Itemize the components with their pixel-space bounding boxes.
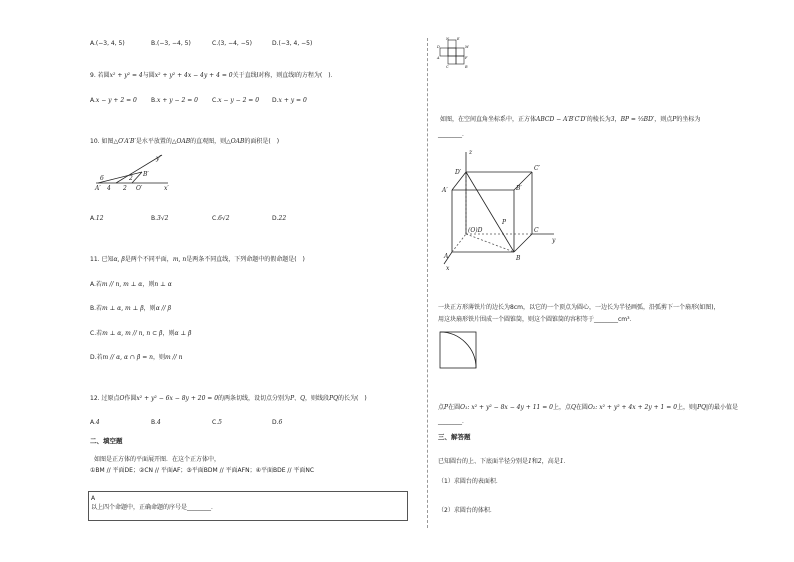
cube-edge-b-c xyxy=(514,234,532,252)
cube-label-x: x xyxy=(446,265,450,272)
q10-text-d: 的面积是( ) xyxy=(244,138,280,145)
q16-math-4: O₂: x² + y² + 4x + 2y + 1 = 0 xyxy=(587,404,678,411)
q12-option-b xyxy=(151,419,161,427)
q10-label-4: 4 xyxy=(107,185,111,192)
q9-stem xyxy=(90,72,337,80)
q12-option-a xyxy=(90,419,100,427)
q10-option-c-label: C. xyxy=(212,215,219,222)
q12-text-f: 的长为( ) xyxy=(338,395,367,402)
q12-option-d xyxy=(272,419,282,427)
q15-sector-figure xyxy=(440,332,480,368)
net-label-b: B xyxy=(465,65,468,69)
q17-math-3: 1 xyxy=(559,458,564,465)
q10-text-c: 的直观图，则 xyxy=(190,138,227,145)
net-square-center xyxy=(448,48,456,56)
q13-line-1: 如图是正方体的平面展开图．在这个正方体中， xyxy=(94,456,221,463)
cube-diagonal-dp-b xyxy=(466,172,514,252)
q10-option-b-label: B. xyxy=(151,215,158,222)
q14-blank: ________． xyxy=(438,131,469,138)
q10-label-a: A′ xyxy=(95,185,101,192)
q16-blank: ________． xyxy=(438,418,469,425)
q9-option-c-math: x − y − 2 = 0 xyxy=(218,97,260,104)
q11-b-mid: ，则 xyxy=(143,305,156,312)
q11-b-pre: B.若 xyxy=(90,305,103,312)
sector-square xyxy=(440,332,476,368)
q12-math-2: x² + y² − 6x − 8y + 20 = 0 xyxy=(136,395,219,402)
q17-math-2: 2 xyxy=(537,458,542,465)
q17-text-b: 和 xyxy=(531,458,538,465)
q13-line-2: ①BM // 平面DE；②CN // 平面AF；③平面BDM // 平面AFN；④平面BDE // 平面NC xyxy=(90,467,315,474)
q12-option-c-math: 5 xyxy=(218,419,222,426)
q16-text-a: 点 xyxy=(438,404,445,411)
q11-option-b xyxy=(90,305,171,313)
cube-label-a: A xyxy=(444,253,449,260)
q12-math-4: Q xyxy=(300,395,306,402)
q10-label-y: y′ xyxy=(156,155,161,162)
q13-box-label: A xyxy=(91,495,96,502)
q9-option-b-math: x + y − 2 = 0 xyxy=(157,97,198,104)
net-label-m: M xyxy=(465,45,469,49)
cube-label-b: B xyxy=(516,255,521,262)
q10-option-c-math: 6√2 xyxy=(218,215,230,222)
q12-text-c: 的两条切线，设切点分别为 xyxy=(218,395,291,402)
q11-d-math: m // α, α ∩ β = n xyxy=(102,354,154,361)
q12-math-3: P xyxy=(290,395,295,402)
q14-text-c: ， xyxy=(614,116,621,123)
q14-math-4: P xyxy=(672,116,677,123)
q16-math-3: Q xyxy=(571,404,576,411)
q12-math-1: O xyxy=(119,395,125,402)
q17-math-1: 1 xyxy=(528,458,532,465)
q10-option-a-math: 12 xyxy=(95,215,104,222)
q16-text-d: 在圆 xyxy=(575,404,588,411)
right-column xyxy=(436,0,776,562)
q12-math-5: PQ xyxy=(329,395,339,402)
q9-text-b: 与圆 xyxy=(142,72,155,79)
cube-label-cp: C′ xyxy=(534,165,540,172)
q12-option-d-label: D. xyxy=(272,419,279,426)
q11-text-b: 是两个不同平面， xyxy=(124,256,173,263)
q12-text-a: 12. 过原点 xyxy=(90,395,120,402)
q16-text-f: 的最小值是 xyxy=(708,404,739,411)
q14-math-1: ABCD − A′B′C′D′ xyxy=(536,116,587,123)
q12-stem xyxy=(90,395,367,403)
q14-text-e: 的坐标为 xyxy=(676,116,701,123)
q9-option-d xyxy=(272,97,307,105)
q10-math-3: △OAB xyxy=(226,138,245,145)
net-label-d: D xyxy=(437,45,440,49)
section-fill-in-heading: 二、填空题 xyxy=(90,437,123,445)
q16-math-5: |PQ| xyxy=(695,404,709,411)
net-square-bottom xyxy=(456,56,464,64)
q12-option-a-label: A. xyxy=(90,419,96,426)
net-label-f: F xyxy=(465,56,468,60)
cube-label-p: P xyxy=(502,219,507,226)
q9-math-2: x² + y² + 4x − 4y + 4 = 0 xyxy=(154,72,233,79)
q10-oblique-figure xyxy=(90,152,180,192)
q16-text-e: 上，则 xyxy=(677,404,696,411)
net-square-top xyxy=(448,40,456,48)
q9-option-b xyxy=(151,97,198,105)
q10-segment-ab xyxy=(98,172,142,183)
q12-option-c-label: C. xyxy=(212,419,219,426)
q10-option-b-math: 3√2 xyxy=(157,215,169,222)
sector-arc xyxy=(440,332,476,368)
cube-edge-a-d xyxy=(452,234,466,252)
q11-b-math: m ⊥ α, m ⊥ β xyxy=(102,305,144,312)
cube-label-od: (O)D xyxy=(468,227,483,234)
q11-a-end: n ⊥ α xyxy=(154,281,172,288)
net-square-left xyxy=(440,48,448,56)
q12-option-c xyxy=(212,419,222,427)
q11-a-pre: A.若 xyxy=(90,281,102,288)
q9-text-c: 关于直线l对称，则直线l的方程为( )． xyxy=(232,72,337,79)
q13-answer-box xyxy=(88,491,408,521)
q10-math-1: △O′A′B′ xyxy=(113,138,136,145)
q9-option-d-math: x + y = 0 xyxy=(278,97,307,104)
cube-label-c: C xyxy=(534,227,539,234)
q11-option-a xyxy=(90,281,172,289)
q8-option-c: C.(3, −4, −5) xyxy=(212,40,252,47)
net-square-right xyxy=(456,48,464,56)
q14-cube-figure xyxy=(440,148,570,278)
q9-text-a: 9. 若圆 xyxy=(90,72,110,79)
q10-option-b xyxy=(151,215,169,223)
q11-option-c xyxy=(90,330,192,338)
net-square-below xyxy=(448,56,456,64)
q11-b-end: α // β xyxy=(155,305,172,312)
q10-option-d-math: 22 xyxy=(278,215,287,222)
q11-math-2: m, n xyxy=(172,256,187,263)
q16-text-c: 上，点 xyxy=(552,404,571,411)
q12-option-d-math: 6 xyxy=(278,419,283,426)
q9-option-a xyxy=(90,97,137,105)
cube-diagonal-d-b xyxy=(466,234,514,252)
cube-label-y: y xyxy=(552,237,556,244)
q10-label-2b: 2 xyxy=(129,175,133,182)
q9-option-a-math: x − y + 2 = 0 xyxy=(95,97,137,104)
q14-stem xyxy=(440,116,700,124)
q8-option-a: A.(−3, 4, 5) xyxy=(90,40,125,47)
q9-option-c xyxy=(212,97,259,105)
q11-d-pre: D.若 xyxy=(90,354,103,361)
q9-option-b-label: B. xyxy=(151,97,158,104)
q12-option-b-label: B. xyxy=(151,419,158,426)
cube-label-dp: D′ xyxy=(455,169,462,176)
q15-line-1: 一块正方形薄铁片的边长为8cm，以它的一个顶点为圆心，一边长为半径画弧，沿弧剪下一个扇形(如图)， xyxy=(438,304,720,311)
q10-text-b: 是水平放置的 xyxy=(135,138,172,145)
q11-d-end: m // n xyxy=(165,354,183,361)
q14-text-b: 的棱长为 xyxy=(586,116,611,123)
q17-text-d: ． xyxy=(563,458,570,465)
q17-part-1: （1）求圆台的表面积． xyxy=(438,478,502,485)
q14-math-3: BP = ⅓BD′ xyxy=(620,116,655,123)
q14-text-d: ，则点 xyxy=(654,116,673,123)
q17-part-2: （2）求圆台的体积． xyxy=(438,507,496,514)
q11-c-mid: ，则 xyxy=(162,330,175,337)
net-label-c: C xyxy=(446,65,449,69)
q9-option-d-label: D. xyxy=(272,97,279,104)
q11-a-mid: ，则 xyxy=(142,281,155,288)
q10-option-d-label: D. xyxy=(272,215,279,222)
q10-math-2: △OAB xyxy=(171,138,191,145)
q8-option-b: B.(−3, −4, 5) xyxy=(151,40,191,47)
q16-math-1: P xyxy=(444,404,449,411)
net-label-e: E xyxy=(457,37,460,41)
q8-option-d: D.(−3, 4, −5) xyxy=(272,40,313,47)
q10-label-b: B′ xyxy=(143,171,149,178)
q10-label-x: x′ xyxy=(164,185,169,192)
q12-text-b: 作圆 xyxy=(124,395,137,402)
q10-stem xyxy=(90,138,279,146)
q10-option-d xyxy=(272,215,286,223)
q11-stem xyxy=(90,256,305,264)
q16-text-b: 在圆 xyxy=(448,404,461,411)
q14-text-a: 如图，在空间直角坐标系中，正方体 xyxy=(440,116,537,123)
q11-c-pre: C.若 xyxy=(90,330,103,337)
q11-c-end: α ⊥ β xyxy=(174,330,192,337)
q10-option-a-label: A. xyxy=(90,215,96,222)
cube-label-ap: A′ xyxy=(442,187,448,194)
q12-option-a-math: 4 xyxy=(95,419,100,426)
q11-d-mid: ，则 xyxy=(153,354,166,361)
cube-net-figure xyxy=(436,38,478,74)
q9-math-1: x² + y² = 4 xyxy=(109,72,143,79)
q11-a-math: m // n, m ⊥ α xyxy=(101,281,143,288)
net-label-a: A xyxy=(437,56,440,60)
q10-text-a: 10. 如图 xyxy=(90,138,114,145)
q9-option-a-label: A. xyxy=(90,97,96,104)
q16-stem xyxy=(438,404,738,412)
cube-label-z: z xyxy=(469,149,473,156)
q9-option-c-label: C. xyxy=(212,97,219,104)
q13-line-3: 以上四个命题中，正确命题的序号是________． xyxy=(91,504,218,511)
q10-label-2a: 2 xyxy=(123,185,127,192)
q17-text-a: 已知圆台的上、下底面半径分别是 xyxy=(438,458,529,465)
q10-label-o: O′ xyxy=(136,185,143,192)
q12-text-e: ，则线段 xyxy=(305,395,330,402)
q14-math-2: 3 xyxy=(610,116,615,123)
column-divider xyxy=(427,38,428,528)
q10-option-c xyxy=(212,215,230,223)
cube-label-bp: B′ xyxy=(516,185,522,192)
q16-math-2: O₁: x² + y² − 8x − 4y + 11 = 0 xyxy=(460,404,553,411)
section-solution-heading: 三、解答题 xyxy=(438,433,471,441)
q15-line-2: 用这块扇形铁片围成一个圆锥筒，则这个圆锥筒的容积等于________cm³． xyxy=(438,316,636,323)
q11-text-c: 是两条不同直线，下列命题中的假命题是( ) xyxy=(186,256,305,263)
q10-option-a xyxy=(90,215,104,223)
q17-text-c: ，高是 xyxy=(541,458,560,465)
net-label-n: N xyxy=(446,37,450,41)
q11-c-math: m ⊥ α, m // n, n ⊂ β xyxy=(102,330,163,337)
q12-text-d: 、 xyxy=(294,395,301,402)
q17-stem xyxy=(438,458,570,466)
q11-math-1: α, β xyxy=(113,256,125,263)
q11-text-a: 11. 已知 xyxy=(90,256,114,263)
q12-option-b-math: 4 xyxy=(157,419,161,426)
q11-option-d xyxy=(90,354,182,362)
left-column xyxy=(86,0,416,562)
q10-label-6: 6 xyxy=(100,175,104,182)
